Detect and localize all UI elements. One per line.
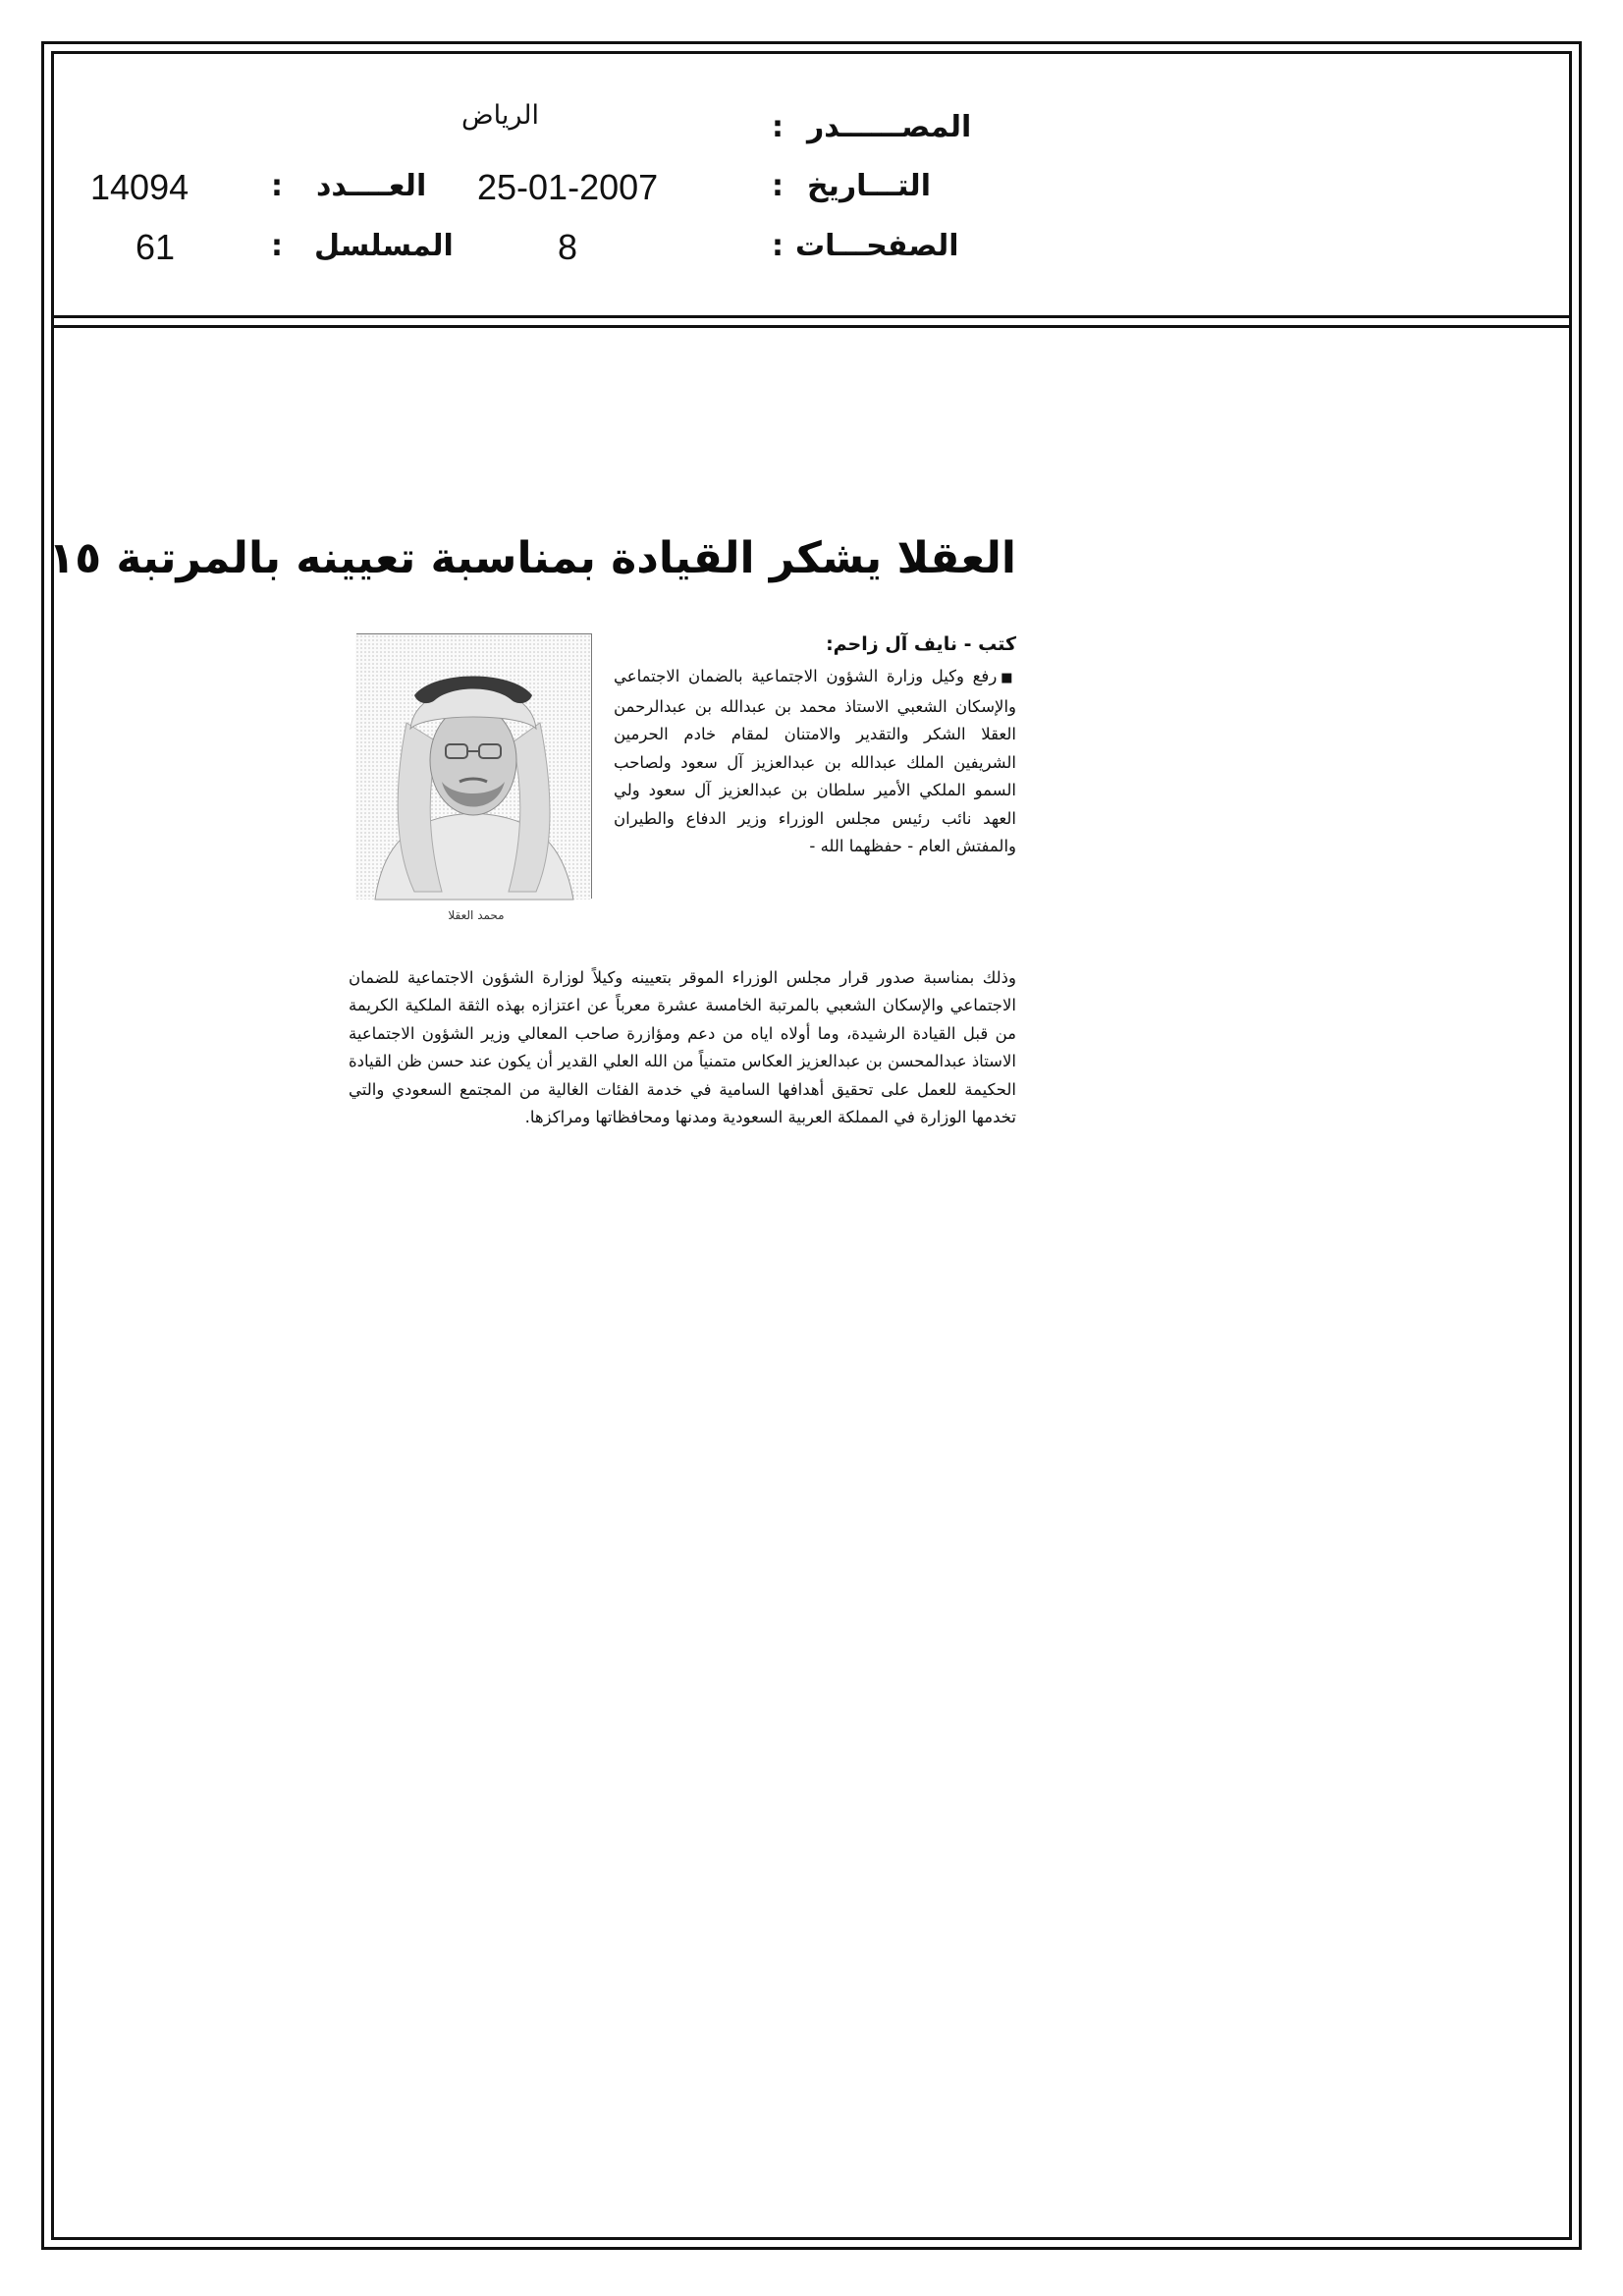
date-label: التـــاريخ [807,169,931,203]
source-colon: : [772,110,784,144]
pages-value: 8 [558,227,578,267]
photo-caption: محمد العقلا [448,908,505,922]
portrait-photo-graphic [355,634,591,900]
portrait-photo [356,633,592,899]
serial-value: 61 [135,227,176,267]
pages-label: الصفحـــات [795,229,959,263]
serial-label: المسلسل [314,229,454,263]
header-divider [51,315,1572,318]
bullet-marker: ■ [1001,671,1016,685]
date-value: 25-01-2007 [477,167,659,207]
source-label: المصــــــدر [807,110,972,144]
header-divider-2 [51,325,1572,328]
newspaper-clipping [48,525,1016,1232]
serial-colon: : [271,229,283,263]
date-colon: : [772,169,784,203]
issue-colon: : [271,169,283,203]
article-paragraph-1-text: رفع وكيل وزارة الشؤون الاجتماعية بالضمان الاجتماعي والإسكان الشعبي الاستاذ محمد بن عبدالله بن عبدالرحمن العقلا الشكر والتقدير والامتنان لمقام خادم الحرمين الشريفين الملك عبدالله بن عبدالعزيز آل سعود ولصاحب السمو الملكي الأمير سلطان بن عبدالعزيز آل سعود ولي العهد نائب رئيس مجلس الوزراء وزير الدفاع والطيران والمفتش العام - حفظهما الله - [614,667,1016,855]
issue-value: 14094 [90,167,189,207]
source-value: الرياض [461,100,540,131]
issue-label: العــــدد [316,169,427,203]
article-byline: كتب - نايف آل زاحم: [826,633,1016,655]
article-paragraph-2: وذلك بمناسبة صدور قرار مجلس الوزراء الموقر بتعيينه وكيلاً لوزارة الشؤون الاجتماعية للضمان الاجتماعي والإسكان الشعبي بالمرتبة الخامسة عشرة معرباً عن اعتزازه بهذه الثقة الملكية الكريمة من قبل القيادة الرشيدة، وما أولاه اياه من دعم ومؤازرة صاحب المعالي وزير الشؤون الاجتماعية الاستاذ عبدالمحسن بن عبدالعزيز العكاس متمنياً من الله العلي القدير أن يكون عند حسن ظن القيادة الحكيمة للعمل على تحقيق أهدافها السامية في خدمة الفئات الغالية من المجتمع السعودي والتي تخدمها الوزارة في المملكة العربية السعودية ومدنها ومحافظاتها ومراكزها. [349,968,1016,1127]
pages-colon: : [772,229,784,263]
article-headline: العقلا يشكر القيادة بمناسبة تعيينه بالمرتبة ١٥ [48,533,1016,583]
